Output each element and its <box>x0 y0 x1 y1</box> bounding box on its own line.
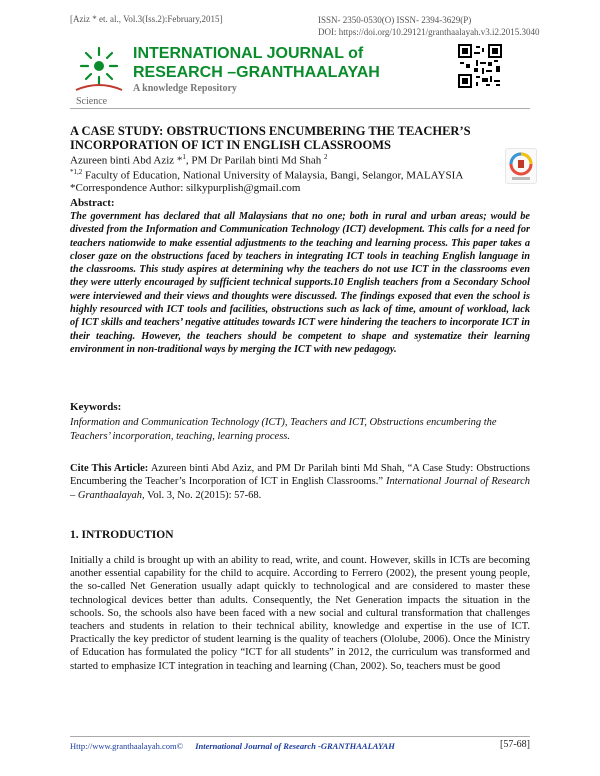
journal-name <box>133 44 380 82</box>
cite-text: Azureen binti Abd Aziz, and PM Dr Parilah binti Md Shah, “A Case Study: Obstructions Encumbering the Teacher’s Incorporation of ICT in English Classrooms.” <box>70 463 530 488</box>
footer-url[interactable]: Http://www.granthaalayah.com© <box>70 741 184 751</box>
keywords-heading: Keywords: <box>70 401 122 413</box>
journal-tagline: A knowledge Repository <box>133 83 237 94</box>
header-doi[interactable]: DOI: https://doi.org/10.29121/granthaalayah.v3.i2.2015.3040 <box>318 27 540 37</box>
keywords-text: Information and Communication Technology (ICT), Teachers and ICT, Obstructions encumbering the Teachers’ incorporation, teaching, learning process. <box>70 417 497 442</box>
page-range: [57-68] <box>500 739 530 750</box>
affiliation <box>70 168 463 182</box>
page-footer <box>70 736 530 751</box>
affiliation-text: Faculty of Education, National University of Malaysia, Bangi, Selangor, MALAYSIA <box>82 169 464 182</box>
footer-journal: International Journal of Research -GRANTHAALAYAH <box>195 741 395 751</box>
header-identifiers <box>318 14 540 38</box>
crossmark-icon[interactable] <box>505 148 537 184</box>
author-2-sup: 2 <box>324 153 328 161</box>
logo-caption: Science <box>76 96 108 107</box>
abstract-text: The government has declared that all Malaysians that no one; both in rural and urban areas; would be divested from the Information and Communication Technology (ICT) development. This calls for a need for teachers nationwide to make essential adjustments to the teaching and learning process. This paper takes a closer gaze on the obstructions faced by teachers in integrating ICT tools in teaching English language in the classrooms. This study aspires at determining why the teachers do not use ICT in the classrooms even they were utterly encouraged by sufficient technical supports.10 English teachers from a Secondary School were interviewed and their views and thoughts were discussed. The findings exposed that even the school is highly resourced with ICT tools and facilities, obstructions such as lack of time, amount of workload, lack of ICT skills and teachers’ negative attitudes towards ICT were hindering the teachers to incorporate ICT in their teaching. However, the teachers should be competent to shape and systematize their learning environment in non-traditional ways by merging the ICT with new pedagogy. <box>70 211 530 355</box>
authors <box>70 153 328 167</box>
abstract-heading: Abstract: <box>70 197 115 209</box>
introduction-text: Initially a child is brought up with an ability to read, write, and count. However, skills in ICTs are becoming another essential capability for the child to acquire. According to Ferrero (2002), the present young people, the so-called Net Generation usually adapt quickly to technological and are considered to master these technological devices better than adults. Consequently, the Net Generation impacts the situation in the schools. So, the schools also have been faced with a new social and cultural transformation that challenges teachers and students in relation to their technical ability, knowledge and expertise in the use of ICT. Practically the key predictor of student learning is the quality of teachers (Ololube, 2006). Once the Ministry of Education has formulated the policy “ICT for all students” in 2012, the curriculum was transformed and started to emphasize ICT integration in teaching and learning (Chan, 2002). So, teachers must be good <box>70 555 530 672</box>
header-issn: ISSN- 2350-0530(O) ISSN- 2394-3629(P) <box>318 15 472 25</box>
header-rule <box>70 108 530 109</box>
section-heading: 1. INTRODUCTION <box>70 529 174 541</box>
author-separator: , PM Dr Parilah binti Md Shah <box>185 154 325 167</box>
correspondence: *Correspondence Author: silkypurplish@gmail.com <box>70 182 301 194</box>
cite-tail: Vol. 3, No. 2(2015): 57-68. <box>144 489 262 501</box>
cite-label: Cite This Article: <box>70 463 149 474</box>
author-1-sup: 1 <box>182 153 186 161</box>
cite-this-article <box>70 462 530 502</box>
cite-journal: International Journal of Research – Granthaalayah, <box>70 476 530 501</box>
author-1: Azureen binti Abd Aziz * <box>70 154 183 167</box>
article-title: A CASE STUDY: OBSTRUCTIONS ENCUMBERING THE TEACHER’S INCORPORATION OF ICT IN ENGLISH CLASSROOMS <box>70 124 471 152</box>
journal-logo-icon <box>68 44 130 96</box>
affiliation-sup: *1,2 <box>70 168 83 176</box>
qr-code-icon[interactable] <box>458 44 502 88</box>
header-citation: [Aziz * et. al., Vol.3(Iss.2):February,2015] <box>70 14 223 24</box>
journal-name-line2: RESEARCH –GRANTHAALAYAH <box>133 64 380 81</box>
journal-name-line1: INTERNATIONAL JOURNAL of <box>133 45 364 62</box>
